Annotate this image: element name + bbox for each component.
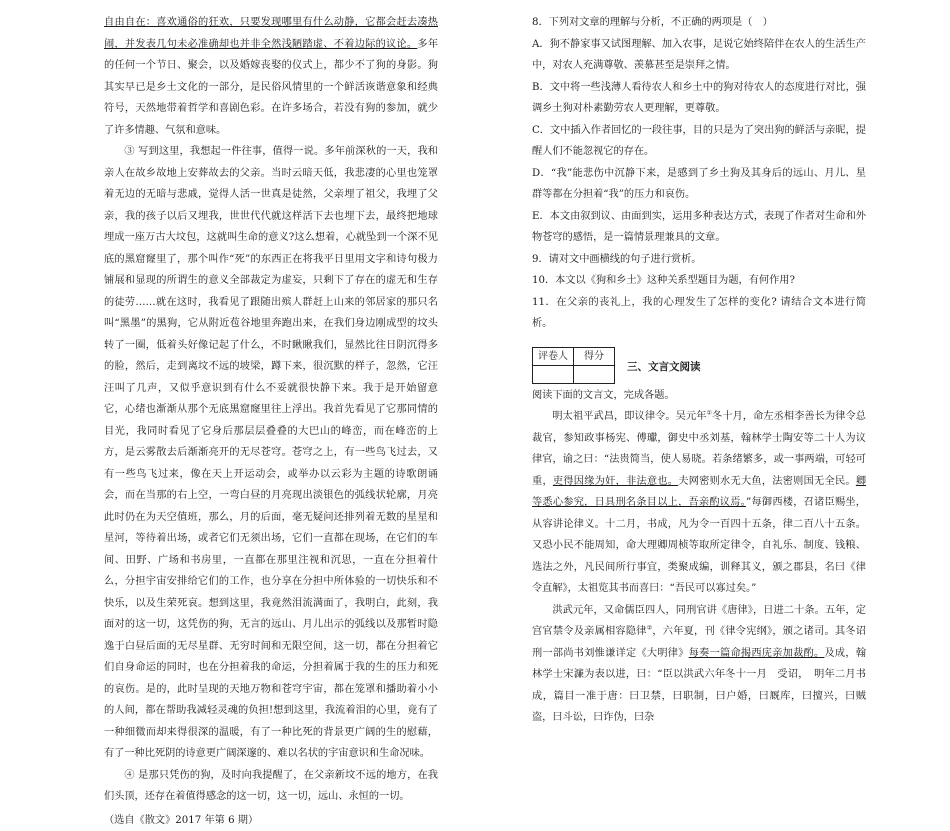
grader-table	[532, 347, 615, 384]
section-title: 三、文言文阅读	[627, 357, 701, 379]
essay-paragraph-4: ④ 是那只凭伤的狗，及时向我提醒了，在父亲新坟不远的地方，在我们头顶，还存在着值得感念的这一切，这一切，远山、永恒的一切。	[104, 765, 438, 808]
option-8b: B．文中将一些浅薄人看待农人和乡土中的狗对待农人的态度进行对比，强调乡土狗对朴素勤劳农人更理解，更尊敬。	[532, 77, 866, 120]
option-8e: E．本文由叙到议、由面到实，运用多种表达方式，表现了作者对生命和外物苍穹的感悟，是一篇情景理兼具的文章。	[532, 206, 866, 249]
underlined-sentence: 卿等悉心参究，日具刑名条目以上，吾亲酌议焉。	[532, 476, 866, 509]
underlined-sentence: 每奏一篇命揭西庑亲加裁酌。	[689, 648, 825, 659]
classical-paragraph-1: 明太祖平武昌，即议律令。吴元年①冬十月，命左丞相李善长为律令总裁官，参知政事杨宪、傅瓛，御史中丞刘基，翰林学士陶安等二十人为议律官，谕之曰：“法贵简当，使人易晓。若条绪繁多，或一事两端，可轻可重，吏得因缘为奸，非法意也。夫网密则水无大鱼，法密则国无全民。卿等悉心参究，日具刑名条目以上，吾亲酌议焉。”每御西楼，召诸臣赐坐，从容讲论律义。十二月，书成，凡为令一百四十五条，律二百八十五条。又恐小民不能周知，命大理卿周桢等取所定律令，自礼乐、制度、钱粮、选法之外，凡民间所行事宜，类聚成编，训释其义，颁之郡县，名曰《律令直解》，太祖览其书而喜曰：“吾民可以寡过矣。”	[532, 406, 866, 600]
grader-header: 评卷人	[533, 347, 574, 365]
question-11: 11．在父亲的丧礼上，我的心理发生了怎样的变化? 请结合文本进行简析。	[532, 292, 866, 335]
score-header: 得分	[574, 347, 615, 365]
option-8a: A．狗不静家事又试图理解、加入农事，足说它始终陪伴在农人的生活生产中，对农人充满尊敬、羡慕甚至是崇拜之情。	[532, 34, 866, 77]
left-column	[104, 12, 438, 831]
classical-paragraph-2: 洪武元年，又命儒臣四人，同刑官讲《唐律》，日进二十条。五年，定宫官禁令及亲属相容隐律②，六年夏，刊《律令宪纲》，颁之诸司。其冬诏刑一部尚书刘惟谦详定《大明律》每奏一篇命揭西庑亲加裁酌。及成，翰林学士宋濂为表以进，曰：“臣以洪武六年冬十一月 受诏， 明年二月书成，篇目一准于唐：曰卫禁，曰职制，曰户婚，曰厩库，曰擅兴，曰贼盗，曰斗讼，曰诈伪，曰杂	[532, 600, 866, 729]
grader-box	[532, 347, 866, 385]
essay-paragraph-3: ③ 写到这里，我想起一件往事，值得一说。多年前深秋的一天，我和亲人在故乡故地上安葬故去的父亲。当时云暗天低，我悲凄的心里也笼罩着无边的无暗与悲戚，觉得人活一世真是徒然，父亲埋了祖父，我埋了父亲，我的孩子以后又埋我，世世代代就这样活下去也埋下去，最终把地球埋成一座万古大坟包，这就叫生命的意义?这么想着，心就坠到一个深不见底的黑窟窿里了，那个叫作“死”的东西正在将我平日里用文字和诗句极力铺展和显现的所谓生的意义全部裁定为虚妄，只剩下了存在的虚无和生存的徒劳……就在这时，我看见了跟随出殡人群赶上山来的邻居家的那只名叫“黑墨”的黑狗，它从附近苞谷地里奔跑出来，在我们身边刚成型的坟头转了一圈，低着头好像记起了什么，不时瞅瞅我们，显然比往日阴沉得多的脸，然后，走到离坟不远的坡梁，蹲下来，很沉默的样子，忽然，它汪汪叫了几声，又似乎意识到有什么不妥就很快静下来。我于是开始留意它，心绪也渐渐从那个无底黑窟窿里往上浮出。我首先看见了它那同情的目光，我同时看见了它身后那层层叠叠的大巴山的峰峦，而在峰峦的上方，是云雾散去后渐渐亮开的无尽苍穹。苍穹之上，有一些鸟飞过去，又有一些鸟飞过来，像在天上开运动会，或举办以云彩为主题的诗歌朗诵会，而在当那的右上空，一弯白昼的月亮现出淡银色的弧线状轮廓，月亮此时仍在为天空值班，那么，月的后面，毫无疑问还排列着无数的星星和星河，等待着出场，或者它们无须出场，它们一直都在现场，在它们的车间、田野、广场和书房里，一直都在那里注视和沉思，一直在分担着什么，分担宇宙安排给它们的工作，也分享在分担中所体验的一切快乐和不快乐，以及生荣死哀。想到这里，我竟然泪流满面了，我明白，此刻，我面对的这一切，这凭伤的狗，无言的远山、月儿出示的弧线以及那暂时隐逸于白昼后面的无尽星群、无穷时间和无限空间，这一切，都在分担着它们自身命运的同时，也在分担着我的命运，分担着属于我的生的压力和死的哀伤。是的，此时呈现的天地万物和苍穹宇宙，都在笼罩和播助着小小的人间，都在帮助我减轻灵魂的负担!想到这里，我流着泪的心里，竟有了一种细微而却来得很深的温暖，有了一种比死的背景更广阔的生的慰藉，有了一种比死阴的诗意更广阔深邃的、难以名状的宇宙意识和生命况味。	[104, 141, 438, 765]
score-cell[interactable]	[574, 365, 615, 383]
essay-paragraph-2: 自由自在：喜欢通俗的狂欢，只要发现哪里有什么动静，它都会赶去凑热闹，并发表几句未必准确却也并非全然浅陋踏虚、不着边际的议论。多年的任何一个节日、聚会，以及婚嫁丧娶的仪式上，都少不了狗的身影。狗其实早已是乡土文化的一部分，是民俗风情里的一个鲜活诙谐意象和经典符号，天然地带着哲学和喜剧色彩。在许多场合，若没有狗的参加，就少了许多情趣、气氛和意味。	[104, 12, 438, 141]
source-note: （选自《散文》2017 年第 6 期）	[104, 810, 438, 831]
option-8c: C．文中插入作者回忆的一段往事，目的只是为了突出狗的鲜活与亲昵，提醒人们不能忽视它的存在。	[532, 120, 866, 163]
grader-cell[interactable]	[533, 365, 574, 383]
question-9: 9．请对文中画横线的句子进行赏析。	[532, 249, 866, 271]
reading-instruction: 阅读下面的文言文，完成各题。	[532, 385, 866, 407]
underlined-sentence: 吏得因缘为奸，非法意也。	[553, 476, 678, 487]
option-8d: D．“我”能悲伤中沉静下来，是感到了乡土狗及其身后的远山、月儿、星群等都在分担着“我”的压力和哀伤。	[532, 163, 866, 206]
right-column	[532, 12, 866, 729]
question-8: 8．下列对文章的理解与分析，不正确的两项是（ ）	[532, 12, 866, 34]
underlined-sentence: 自由自在：喜欢通俗的狂欢，只要发现哪里有什么动静，它都会赶去凑热闹，并发表几句未必准确却也并非全然浅陋踏虚、不着边际的议论。	[104, 17, 438, 50]
question-10: 10．本文以《狗和乡土》这种关系型题目为题，有何作用?	[532, 270, 866, 292]
